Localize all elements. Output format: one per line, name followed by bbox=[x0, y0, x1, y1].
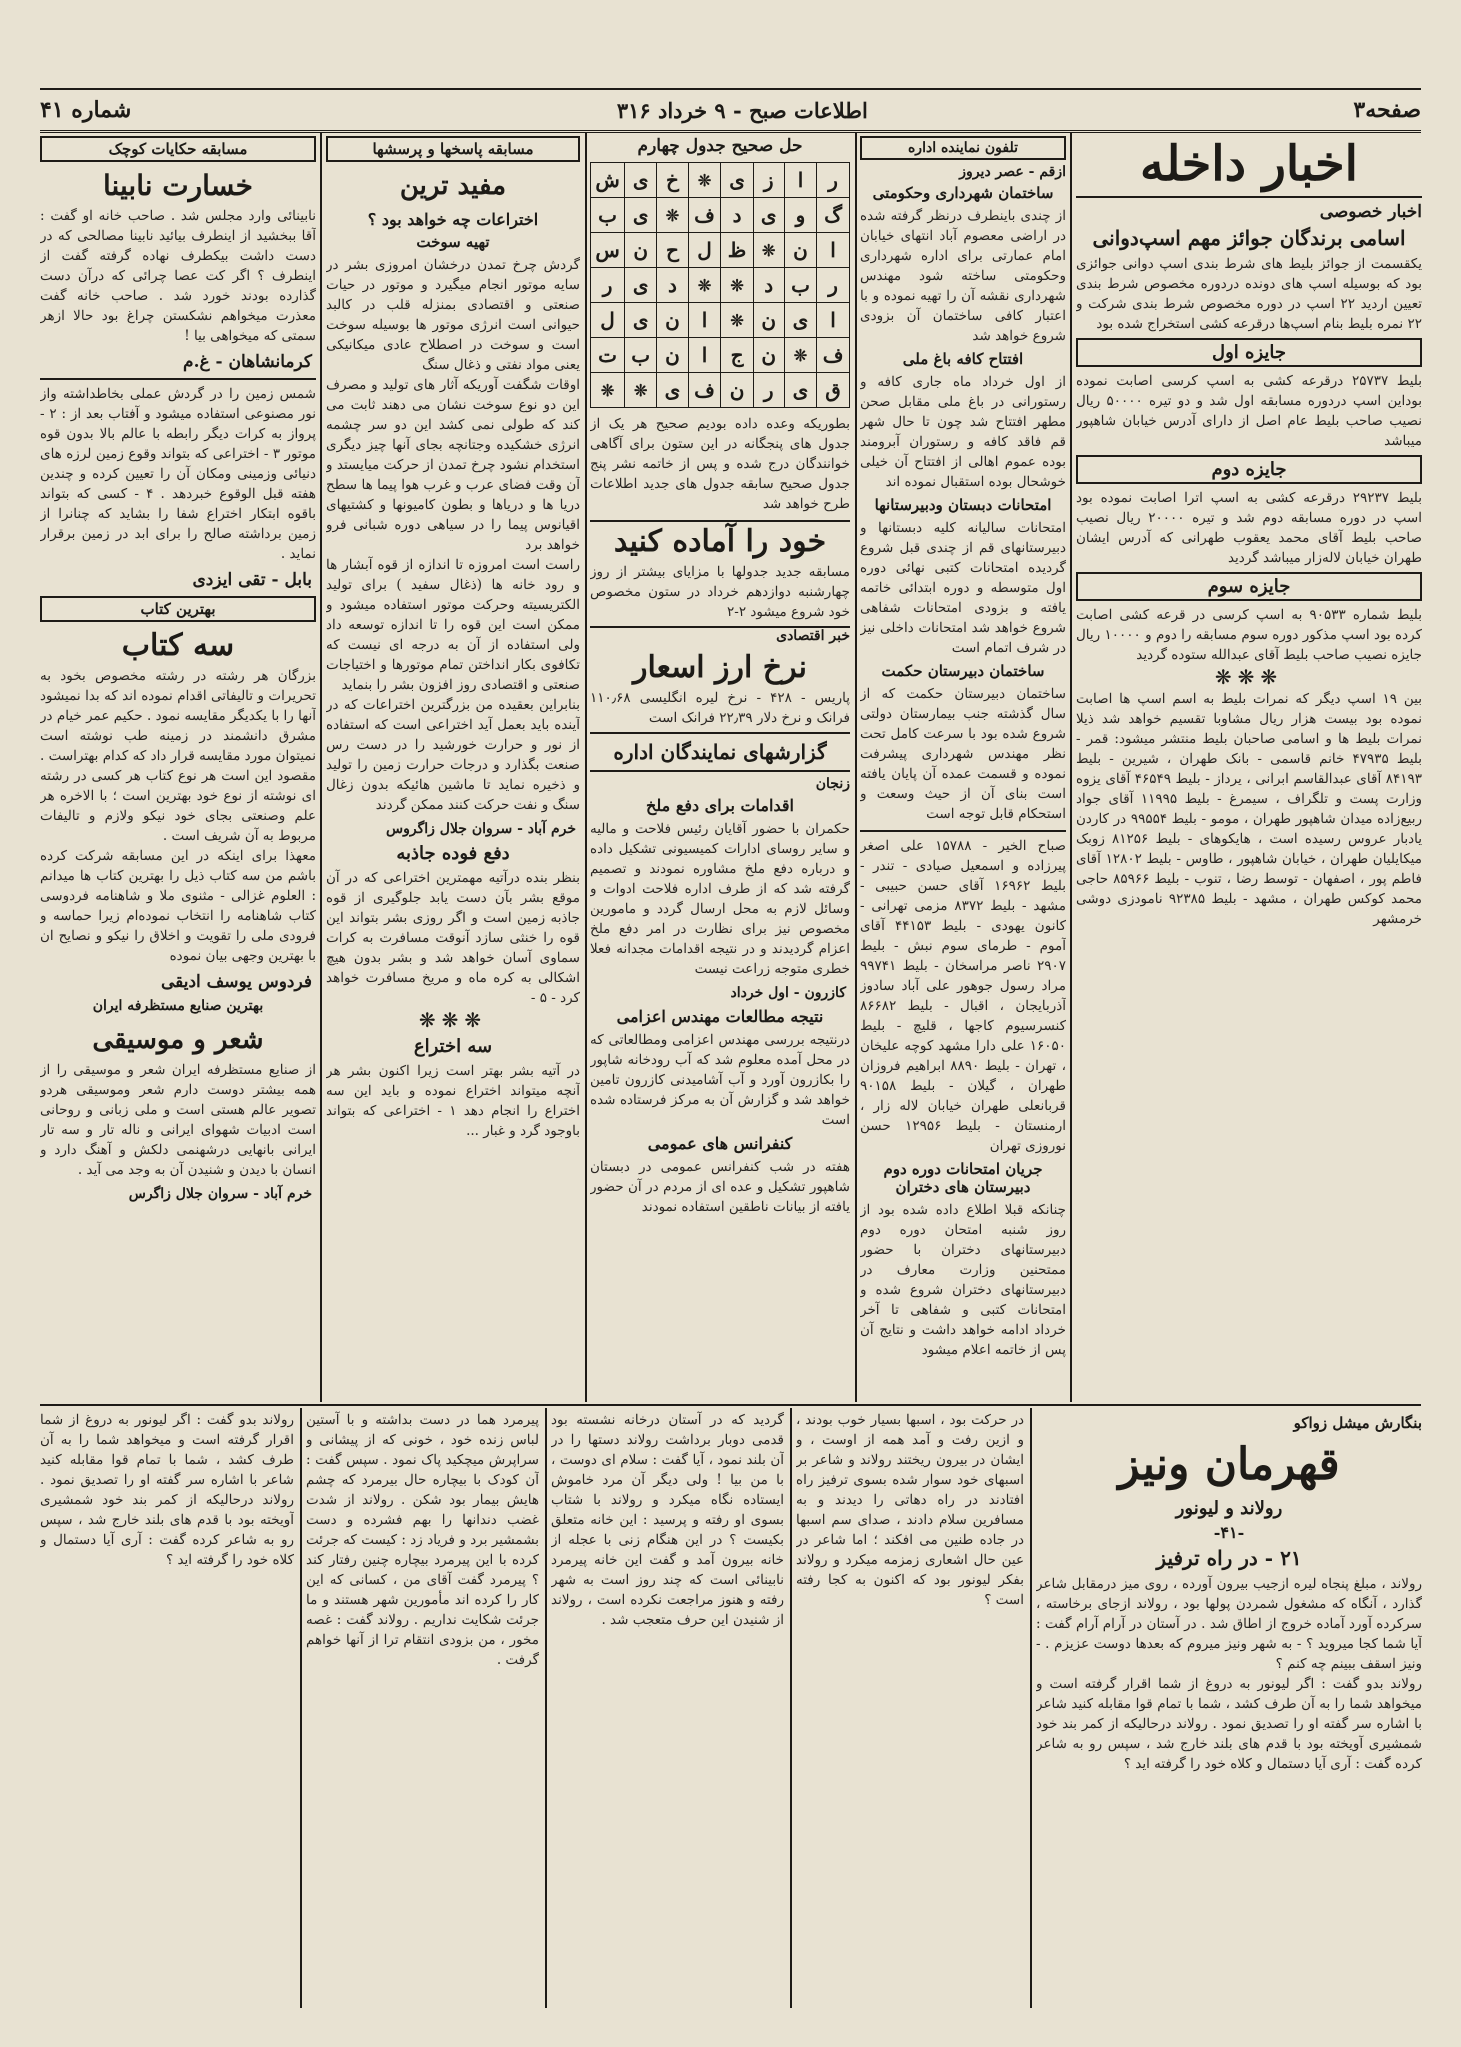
grid-star-cell: ❊ bbox=[625, 373, 657, 408]
prize2-head: جایزه دوم bbox=[1076, 455, 1422, 484]
column-rule bbox=[585, 132, 587, 1402]
grid-star-cell: ❊ bbox=[688, 163, 721, 198]
grid-letter-cell: ن bbox=[753, 303, 784, 338]
domestic-news-column bbox=[1076, 132, 1422, 1400]
locust-text: حکمران با حضور آقایان رئیس فلاحت و مالیه و سایر روسای ادارات کمیسیونی تشکیل داده و درباره دفع ملخ مشاوره نمودند و تصمیم گرفته شد که از طرف اداره فلاحت ادوات و وسائل لازم به محل ارسال گردد و مامورین مخصوص نیز برای نظارت در امر دفع ملخ اعزام گردیدند و در نتیجه اقدامات مجدانه فعلا خطری متوجه زراعت نیست bbox=[590, 821, 850, 977]
conference-text: هفته در شب کنفرانس عمومی در دبستان شاهپور تشکیل و عده ای از مردم در آن حضور یافته از بیانات ناطقین استفاده نمودند bbox=[590, 1159, 850, 1215]
story-text-1: نابینائی وارد مجلس شد . صاحب خانه او گفت : آقا ببخشید از اینطرف بیائید نابینا مصالحی که در دست داشت بیکطرف نهاده گرفته گفت از اینطرف ؟ اگر کت عصا چرائی که درآن دست گذارده بودند خورد شد . صاحب خانه گفت معذرت میخواهم نشکستن چراغ بود حالا ازهر سمتی که میخواهی بیا ! bbox=[40, 208, 316, 344]
grid-row bbox=[591, 338, 850, 373]
serial-column-5 bbox=[40, 1410, 294, 2006]
grid-letter-cell: ر bbox=[817, 163, 850, 198]
news1-text: از چندی باینطرف درنظر گرفته شده در اراضی معصوم آباد انتهای خیابان امام عمارتی برای اداره شهرداری وحکومتی ساخته شود مهندس شهرداری نقشه آن را تهیه نموده و با اعتبار کافی ساختمان آن بزودی شروع خواهد شد bbox=[860, 208, 1066, 344]
serial-title: قهرمان ونیز bbox=[1118, 1439, 1340, 1490]
puzzle-text: بطوریکه وعده داده بودیم صحیح هر یک از جدول های پنجگانه در این ستون برای آگاهی خوانندگان درج شده و پس از خاتمه نشر پنج جدول صحیح سابقه جدول های جدید اطلاعات طرح خواهد شد bbox=[590, 416, 850, 512]
grid-letter-cell: ر bbox=[817, 268, 850, 303]
zanjan-label: زنجان bbox=[815, 776, 850, 792]
header-center: اطلاعات صبح - ۹ خرداد ۳۱۶ bbox=[616, 97, 868, 123]
grid-row bbox=[591, 163, 850, 198]
signature-2: بابل - تقی ایزدی bbox=[192, 570, 312, 590]
stories-column bbox=[40, 132, 316, 1400]
grid-letter-cell: ب bbox=[625, 338, 657, 373]
news1-head: ساختمان شهرداری وحکومتی bbox=[872, 184, 1054, 202]
news2-head: افتتاح کافه باغ ملی bbox=[902, 350, 1024, 368]
news4-text: ساختمان دبیرستان حکمت که از سال گذشته جنب بیمارستان دولتی شروع شده بود با سرعت کامل تحت نظر مهندس شهرداری پیشرفت نموده و قسمت عمده آن پایان یافته است بنای آن از حیث وسعت و استحکام قابل توجه است bbox=[860, 686, 1066, 822]
winners-list: بین ۱۹ اسپ دیگر که نمرات بلیط به اسم اسپ ها اصابت نموده بود بیست هزار ریال مشاوبا تقسیم خواهد شد ذیلا نمرات بلیط ها و اسامی صاحبان بلیط منتشر میشود: قمر - بلیط ۴۷۹۳۵ خانم قاسمی - بانک طهران ، شیرین - بلیط ۸۴۱۹۳ آقای عبدالقاسم ابرانی ، یرداز - بلیط ۴۶۵۴۹ آقای یزوه وزارت پست و تلگراف ، سیمرغ - بلیط ۱۱۹۹۵ آقای جواد ربیع‌زاده میدان شاهپور طهران ، مومو - بلیط ۹۹۵۵۴ در کاردن یادبار عروس رسیده است ، هایکوهای - بلیط ۸۱۲۵۶ زوبک میکایلیان طهران ، خیابان شاهپور ، طاوس - بلیط ۱۲۸۰۲ آقای فاطم پور ، اصفهان - توسط رضا ، تنوب - بلیط ۸۵۹۶۶ حاجی محمد کوکس طهران ، مشهد - بلیط ۹۲۳۸۵ نامودزی دوشی خرمشهر bbox=[1076, 691, 1422, 927]
best-book-label: بهترین کتاب bbox=[40, 596, 316, 622]
column-rule bbox=[320, 132, 322, 1402]
star-divider: ❋❋❋ bbox=[1214, 665, 1284, 689]
prize2-text: بلیط ۲۹۲۳۷ درقرعه کشی به اسپ اترا اصابت نموده بود اسپ در دوره مسابقه دوم شد و تیره ۲۰۰۰۰ ریال نصیب صاحب بلیط آقای محمد یعقوب طهرانی که آدرس ایشان طهران خیابان لاله‌زار میباشد گردید bbox=[1076, 490, 1422, 566]
ready-head: خود را آماده کنید bbox=[590, 520, 850, 562]
serial-reporter: بنگارش میشل زواکو bbox=[1293, 1414, 1422, 1432]
serial-text-a: رولاند ، مبلغ پنجاه لیره ازجیب بیرون آورده ، روی میز درمقابل شاعر گذارد ، آنگاه که مشغول شمردن پولها بود ، رولاند ازجای برخاسته ، سرکرده آورد آماده خروج از اطاق شد . در آستان در آرام آرام گفت : آیا شما کجا میروید ؟ - به شهر ونیز میروم که بعدها دوست عزیزم . - ونیز اسقف ببینم چه کنم ؟ bbox=[1036, 1576, 1422, 1672]
grid-letter-cell: ر bbox=[753, 373, 784, 408]
grid-letter-cell: ا bbox=[688, 303, 721, 338]
grid-letter-cell: ز bbox=[753, 163, 784, 198]
grid-letter-cell: ف bbox=[688, 373, 721, 408]
grid-letter-cell: ن bbox=[625, 233, 657, 268]
grid-letter-cell: ا bbox=[784, 163, 816, 198]
box-head: مسابقه پاسخها و پرسشها bbox=[326, 136, 580, 162]
grid-letter-cell: ن bbox=[657, 338, 688, 373]
three-inventions-head: سه اختراع bbox=[413, 1036, 493, 1057]
answer-text-3: راست است امروزه تا اندازه از قوه آبشار ها و رود خانه ها (ذغال سفید ) برای تولید الکتریسیته وحرکت موتور استفاده میشود و ممکن است این قوه را تا اندازه توسعه داد ولی استفاده از آن به درجه ای نیست که تکافوی بکار انداختن تمام موتورها و اختیاجات صنعتی و اقتصادی روز افزون بشر را بنماید bbox=[326, 557, 580, 693]
grid-letter-cell: ی bbox=[657, 373, 688, 408]
box-head: مسابقه حکایات کوچک bbox=[40, 136, 316, 162]
contest-title: مفید ترین bbox=[399, 171, 507, 201]
serial-text-c: در حرکت بود ، اسبها بسیار خوب بودند ، و ازین رفت و آمد همه از اوست ، و ایشان در بیرون ریختند رولاند و شاعر بر اسبهای خود سوار شده بسوی ترفیز راه افتادند در راه دهاتی را دیدند و به مسافرین سلام دادند ، صدای سم اسبها در جاده طنین می افکند ؛ اما شاعر در عین حال اشعاری زمزمه میکرد و رولاند بفکر لیونور بود که اکنون به کجا رفته است ؟ bbox=[796, 1412, 1024, 1608]
ready-text: مسابقه جدید جدولها با مزایای بیشتر از روز چهارشنبه دوازدهم خرداد در ستون مخصوص خود شروع میشود ۲-۲ bbox=[590, 564, 850, 620]
serial-rule bbox=[790, 1408, 792, 2008]
serial-column-3 bbox=[551, 1410, 784, 2006]
answer-text-2: اوقات شگفت آوریکه آثار های تولید و مصرف این دو نوع سوخت نشان می دهند ثابت می کند که طولی نمی کشد این دو سر چشمه انرژی خشکیده وجتانچه بجای آنها چیز دیگری استخدام نشود چرخ تمدن از حرکت میایستد و آن وقت فضای عرب و غرب هوا پیما ها سطح دریا ها و دریاها و بطون کامیونها و کشتیهای اقیانوس پیما را در سیاهی دوره شبانی فرو خواهد برد bbox=[326, 377, 580, 553]
grid-letter-cell: د bbox=[721, 198, 753, 233]
grid-row bbox=[591, 233, 850, 268]
poetry-text: از صنایع مستظرفه ایران شعر و موسیقی را از همه بیشتر دوست دارم شعر وموسیقی هردو تصویر عالم هستی است و ملی زبانی و روحانی است ادبیات شهوای ایرانی و ناله تار و سه تار ایرانی بانهایی درشهنمی دلکش و آهنگ دارد و انسان با دیدن و شنیدن آن به وجد می آید . bbox=[40, 1062, 316, 1178]
grid-letter-cell: ش bbox=[591, 163, 625, 198]
grid-row bbox=[591, 268, 850, 303]
page-label: صفحه۳ bbox=[1353, 97, 1421, 123]
issue-number: شماره ۴۱ bbox=[40, 97, 132, 123]
grid-star-cell: ❊ bbox=[753, 233, 784, 268]
news3-head: امتحانات دبستان ودبیرستانها bbox=[874, 496, 1052, 514]
grid-letter-cell: و bbox=[784, 198, 816, 233]
grid-letter-cell: ق bbox=[817, 373, 850, 408]
page-header bbox=[40, 88, 1421, 133]
serial-column-4 bbox=[306, 1410, 539, 2006]
masthead: اخبار داخله bbox=[1076, 132, 1422, 198]
serial-text-a-cont: رولاند بدو گفت : اگر لیونور به دروغ از شما اقرار گرفته است و میخواهد شما را به آن طرف کشد ، شما با تمام قوا مقابله کنید شاعر با اشاره سر گفته او را تصدیق نمود . رولاند درحالیکه از کمر بند خود شمشیری آویخته بود با قدم های بلند خارج شد ، سپس رو به شاعر کرده گفت : آری آیا دستمال و کلاه خود را گرفته اید ؟ bbox=[40, 1412, 294, 1568]
engineers-head: نتیجه مطالعات مهندس اعزامی bbox=[616, 1007, 824, 1026]
reports-column bbox=[860, 132, 1066, 1400]
grid-letter-cell: گ bbox=[817, 198, 850, 233]
grid-letter-cell: ن bbox=[753, 338, 784, 373]
grid-row bbox=[591, 373, 850, 408]
star-divider: ❋❋❋ bbox=[418, 1008, 488, 1032]
dateline: ازقم - عصر دیروز bbox=[959, 164, 1066, 180]
news4-head: ساختمان دبیرستان حکمت bbox=[881, 662, 1045, 680]
serial-column-2 bbox=[796, 1410, 1024, 2006]
prize3-head: جایزه سوم bbox=[1076, 572, 1422, 601]
grid-star-cell: ❊ bbox=[591, 373, 625, 408]
grid-letter-cell: ب bbox=[591, 198, 625, 233]
news2-text: از اول خرداد ماه جاری کافه و رستورانی در باغ ملی مقابل صحن مطهر افتتاح شد چون تا حال شهر قم فاقد کافه و رستوران آبرومند بوده عموم اهالی از افتتاح آن خیلی خوشحال بوده استقبال نموده اند bbox=[860, 374, 1066, 490]
grid-star-cell: ❊ bbox=[688, 268, 721, 303]
tahieh-head: تهیه سوخت bbox=[416, 233, 490, 251]
locust-head: اقدامات برای دفع ملخ bbox=[646, 796, 794, 815]
serial-episode: -۴۱- bbox=[1213, 1523, 1245, 1542]
column-rule bbox=[1070, 132, 1072, 1402]
signature-4: خرم آباد - سروان جلال زاگرس bbox=[128, 1186, 312, 1202]
engineers-text: درنتیجه بررسی مهندس اعزامی ومطالعاتی که در محل آمده معلوم شد که آب رودخانه شاپور را بکازرون آورد و آب آشامیدنی کازرون تامین خواهد شد و گزارش آن به مرکز فرستاده شده است bbox=[590, 1032, 850, 1128]
puzzle-column bbox=[590, 132, 850, 1400]
fold-rule bbox=[40, 1404, 1421, 1406]
serial-rule bbox=[1030, 1408, 1032, 2008]
grid-letter-cell: ی bbox=[625, 163, 657, 198]
grid-letter-cell: ا bbox=[817, 233, 850, 268]
grid-star-cell: ❊ bbox=[657, 198, 688, 233]
reports-head: گزارشهای نمایندگان اداره bbox=[590, 732, 850, 772]
grid-letter-cell: ل bbox=[591, 303, 625, 338]
grid-star-cell: ❊ bbox=[784, 338, 816, 373]
prize1-text: بلیط ۲۵۷۳۷ درقرعه کشی به اسپ کرسی اصابت نموده بوداین اسپ دردوره مسابقه اول شد و دو تیره ۵۰۰۰۰ ریال نصیب صاحب بلیط عام اصل از دارای آدرس خیابان شاهپور میباشد bbox=[1076, 373, 1422, 449]
fx-head: نرخ ارز اسعار bbox=[632, 650, 808, 685]
serial-chapter: ۲۱ - در راه ترفیز bbox=[1156, 1546, 1302, 1570]
telephone-label: تلفون نماینده اداره bbox=[860, 136, 1066, 160]
signature-1: خرم آباد - سروان جلال زاگروس bbox=[386, 821, 576, 837]
grid-letter-cell: ا bbox=[817, 303, 850, 338]
section-head: اخبار خصوصی bbox=[1319, 202, 1422, 222]
arts-label: بهترین صنایع مستظرفه ایران bbox=[92, 998, 264, 1014]
grid-letter-cell: د bbox=[657, 268, 688, 303]
grid-letter-cell: ن bbox=[721, 373, 753, 408]
grid-letter-cell: ت bbox=[591, 338, 625, 373]
book-text-1: بزرگان هر رشته در رشته مخصوص بخود به تحریرات و تالیفاتی اقدام نموده اند که بدا نمیشود آنها را با یکدیگر مقایسه نمود . حکیم عمر خیام در مشرق دانشمند در زمینه طب نوشته است نمیتوان مورد مقایسه قرار داد که کدام بهتراست . مقصود این است هر نوع کتاب هر کسی در رشته ای نوشته از نوع خود بهترین است ؛ با الاخره هر علم وصنعتی بجای خود نیکو ولازم و تالیفات مربوط به آن شریف است . bbox=[40, 668, 316, 844]
serial-rule bbox=[300, 1408, 302, 2008]
conference-head: کنفرانس های عمومی bbox=[647, 1134, 793, 1153]
serial-head-column bbox=[1036, 1410, 1422, 2006]
answer-text-1: گردش چرخ تمدن درخشان امروزی بشر در سایه موتور انجام میگیرد و موتور در حیات صنعتی و اقتصادی بمنزله قلب در کالبد حیوانی است انرژی موتور ها بوسیله سوخت است و سوخت در اصطلاح عادی میکانیکی یعنی مواد نفتی و ذغال سنگ bbox=[326, 257, 580, 373]
exam-text: چنانکه قبلا اطلاع داده شده بود از روز شنبه امتحان دوره دوم دبیرستانهای دختران با حضور ممتحنین وزارت معارف در دبیرستانهای دختران شروع شده و امتحانات کتبی و شفاهی تا آخر خرداد ادامه خواهد داشت و نتایج آن پس از خاتمه اعلام میشود bbox=[860, 1202, 1066, 1358]
grid-letter-cell: ح bbox=[657, 233, 688, 268]
puzzle-head: حل صحیح جدول چهارم bbox=[637, 136, 803, 156]
grid-letter-cell: ی bbox=[625, 198, 657, 233]
lottery-list: صباح الخیر - ۱۵۷۸۸ علی اصغر پیرزاده و اسمعیل صیادی - تندر - بلیط ۱۶۹۶۲ آقای حسن حبیبی - مشهد - بلیط ۸۳۷۲ مزمی تهرانی - کانون یهودی - بلیط ۴۴۱۵۳ آقای آموم - طرمای سوم نبش - بلیط ۲۹۰۷ ناصر مراسخان - بلیط ۹۹۷۴۱ مراد رسول جوهور علی آباد سادوز آذربایجان ، اقبال - بلیط ۸۶۶۸۲ کنسرسیوم کاجها ، قلیچ - بلیط ۱۶۰۵۰ علی دارا مشهد کوچه علیخان ، تهران - بلیط ۸۸۹۰ ابراهیم فروزان طهران ، گیلان - بلیط ۹۰۱۵۸ قربانعلی طهران خیابان لاله زار ، ارمنستان - بلیط ۱۲۹۵۶ حسن نوروزی تهران bbox=[860, 830, 1066, 1156]
grid-row bbox=[591, 198, 850, 233]
grid-letter-cell: ی bbox=[784, 373, 816, 408]
grid-star-cell: ❊ bbox=[721, 303, 753, 338]
grid-letter-cell: ن bbox=[784, 233, 816, 268]
grid-letter-cell: ی bbox=[753, 198, 784, 233]
grid-letter-cell: ج bbox=[721, 338, 753, 373]
grid-letter-cell: س bbox=[591, 233, 625, 268]
serial-text-d: گردید که در آستان درخانه نشسته بود قدمی دوبار برداشت رولاند دستها را در آن بلند نمود ، آیا گفت : سلام ای دوست ، با من بیا ! ولی دیگر آن مرد خاموش ایستاده نگاه میکرد و رولاند با شتاب بسوی او رفته و پرسید : این خانه متعلق بکیست ؟ در این هنگام زنی با عجله از خانه بیرون آمد و گفت این خانه پیرمرد نابینائی است که چند روز است به شهر رفته و هنوز مراجعت نکرده است ، رولاند از شنیدن این حرف متعجب شد . bbox=[551, 1412, 784, 1628]
grid-letter-cell: ی bbox=[721, 163, 753, 198]
gravity-head: دفع فوده جاذبه bbox=[396, 843, 510, 864]
book-title: سه کتاب bbox=[121, 628, 235, 663]
grid-star-cell: ❊ bbox=[721, 268, 753, 303]
news3-text: امتحانات سالیانه کلیه دبستانها و دبیرستانهای قم از چندی قبل شروع گردیده امتحانات کتبی نهائی دوره اول متوسطه و دوره ابتدائی خاتمه یافته و بزودی امتحانات شفاهی شروع خواهد شد امتحانات داخلی نیز در شرف اتمام است bbox=[860, 520, 1066, 656]
signature-3: فردوس یوسف ادیقی bbox=[160, 972, 312, 992]
prize3-text: بلیط شماره ۹۰۵۳۳ به اسپ کرسی در قرعه کشی اصابت کرده بود اسپ مذکور دوره سوم مسابقه را دوم و ۱۰۰۰۰ ریال جایزه نصیب صاحب بلیط آقای عبدالله ستوده گردید bbox=[1076, 607, 1422, 663]
answer-text-4: بنابراین بعقیده من بزرگترین اختراعات که در آینده باید بعمل آید اختراعی است که استفاده از نور و حرارت خورشید را در دست رس صنعت بگذارد و درجات حرارت زمین را تولید و ذخیره نماید تا ماشین هائیکه بدون زغال سنگ و نفت حرکت کنند ممکن گردند bbox=[326, 697, 580, 813]
grid-letter-cell: ف bbox=[688, 198, 721, 233]
serial-rule bbox=[545, 1408, 547, 2008]
serial-text-e: پیرمرد هما در دست بداشته و با آستین لباس زنده خود ، خونی که از پیشانی و سراپرش میچکید پاک نمود . سپس گفت : آن کودک با بیچاره حال بیرمرد که چشم هایش بیمار بود شکن . رولاند از شدت غضب دندانها را بهم فشرده و دست بشمشیر برد و فریاد زد : کیست که جرئت کرده با این پیرمرد بیچاره چنین رفتار کند ؟ پیرمرد گفت آقای من ، کسانی که این کار را کرده اند مأمورین شهر هستند و ما جرئت شکایت نداریم . رولاند گفت : غصه مخور ، من بزودی انتقام ترا از آنها خواهم گرفت . bbox=[306, 1412, 539, 1668]
story-title: خسارت نابینا bbox=[103, 169, 253, 202]
book-text-2: معهذا برای اینکه در این مسابقه شرکت کرده باشم من سه کتاب ذیل را بهترین کتاب ها میدانم : العلوم غزالی - مثنوی ملا و شاهنامه فردوسی کتاب شاهنامه را انتخاب نموده‌ام زیرا حماسه و فرودی ملی را تقویت و اخلاق را نیکو و نصایح ان با بهترین وجهی بیان نموده bbox=[40, 848, 316, 964]
grid-letter-cell: ب bbox=[784, 268, 816, 303]
answer-text-5: بنظر بنده درآتیه مهمترین اختراعی که در آن موقع بشر بآن دست یابد جلوگیری از قوه جاذبه زمین است و اگر روزی بشر بتواند این قوه را خنثی سازد آنوقت مسافرت به کرات سماوی آسان خواهد شد و بشر بدون هیچ اشکالی به کره ماه و مریخ مسافرت خواهد کرد - ۵ - bbox=[326, 870, 580, 1006]
grid-letter-cell: ا bbox=[688, 338, 721, 373]
contest-subtitle: اختراعات چه خواهد بود ؟ bbox=[367, 210, 539, 229]
article-title: اسامی برندگان جوائز مهم اسپ‌دوانی bbox=[1092, 226, 1406, 250]
serial-text-b: رولاند بدو گفت : اگر لیونور به دروغ از شما اقرار گرفته است و میخواهد شما را به آن طرف کشد ، شما با تمام قوا مقابله کنید شاعر با اشاره سر گفته او را تصدیق نمود . رولاند درحالیکه از کمر بند خود شمشیری آویخته بود با قدم های بلند خارج شد ، سپس رو به شاعر کرده گفت : آری آیا دستمال و کلاه خود را گرفته اید ؟ bbox=[1036, 1676, 1422, 1772]
qa-contest-column bbox=[326, 132, 580, 1400]
story-text-2: شمس زمین را در گردش عملی بخاطداشته واز نور مصنوعی استفاده میشود و آفتاب بعد از : ۲ - پرواز به کرات دیگر رابطه با عالم بالا بدون قوه موتور ۳ - اختراعی که بتواند وقوع زمین لرزه های دنیائی وزمینی ومکان آن را تعیین کرده و چندین هفته قبل الوقوع خبردهد . ۴ - کسی که بتواند باقوه ابتکار اختراع شفا را بشاید که چنانرا از زمین برداشته صالح را برای ابد در زمین برقرار نماید . bbox=[40, 378, 316, 564]
grid-letter-cell: ی bbox=[784, 303, 816, 338]
signature-1: کرمانشاهان - غ.م bbox=[183, 352, 312, 372]
prize1-head: جایزه اول bbox=[1076, 338, 1422, 367]
grid-letter-cell: خ bbox=[657, 163, 688, 198]
kazerun-dateline: کازرون - اول خرداد bbox=[730, 985, 846, 1001]
grid-letter-cell: ی bbox=[625, 303, 657, 338]
grid-letter-cell: ف bbox=[817, 338, 850, 373]
grid-letter-cell: ظ bbox=[721, 233, 753, 268]
exam-head: جریان امتحانات دوره دوم دبیرستان های دختران bbox=[883, 1160, 1043, 1196]
column-rule bbox=[855, 132, 857, 1402]
grid-letter-cell: ل bbox=[688, 233, 721, 268]
fx-text: پاریس - ۴۲۸ - نرخ لیره انگلیسی ۱۱۰٫۶۸ فرانک و نرخ دلار ۲۲٫۳۹ فرانک است bbox=[590, 690, 850, 726]
grid-letter-cell: ن bbox=[657, 303, 688, 338]
econ-label: خبر اقتصادی bbox=[590, 626, 850, 644]
poetry-head: شعر و موسیقی bbox=[92, 1025, 264, 1055]
answer-text-6: در آتیه بشر بهتر است زیرا اکنون بشر هر آنچه میتواند اختراع نموده و باید این سه اختراع را انجام دهد ۱ - اختراعی که بتواند باوجود گرد و غبار ... bbox=[326, 1063, 580, 1139]
grid-row bbox=[591, 303, 850, 338]
grid-letter-cell: ی bbox=[625, 268, 657, 303]
grid-letter-cell: ر bbox=[591, 268, 625, 303]
crossword-grid bbox=[590, 162, 850, 408]
article-intro: یکقسمت از جوائز بلیط های شرط بندی اسپ دوانی جوائزی بود که بوسیله اسپ های دونده دردوره مخصوص شرط بندی تعیین اردید ۲۲ اسپ در دوره مخصوص شرط بندی شرکت و ۲۲ نمره بلیط بنام اسپ‌ها درقرعه کشی استخراج شده بود bbox=[1076, 256, 1422, 332]
serial-subtitle: رولاند و لیونور bbox=[1175, 1498, 1283, 1519]
grid-letter-cell: د bbox=[753, 268, 784, 303]
